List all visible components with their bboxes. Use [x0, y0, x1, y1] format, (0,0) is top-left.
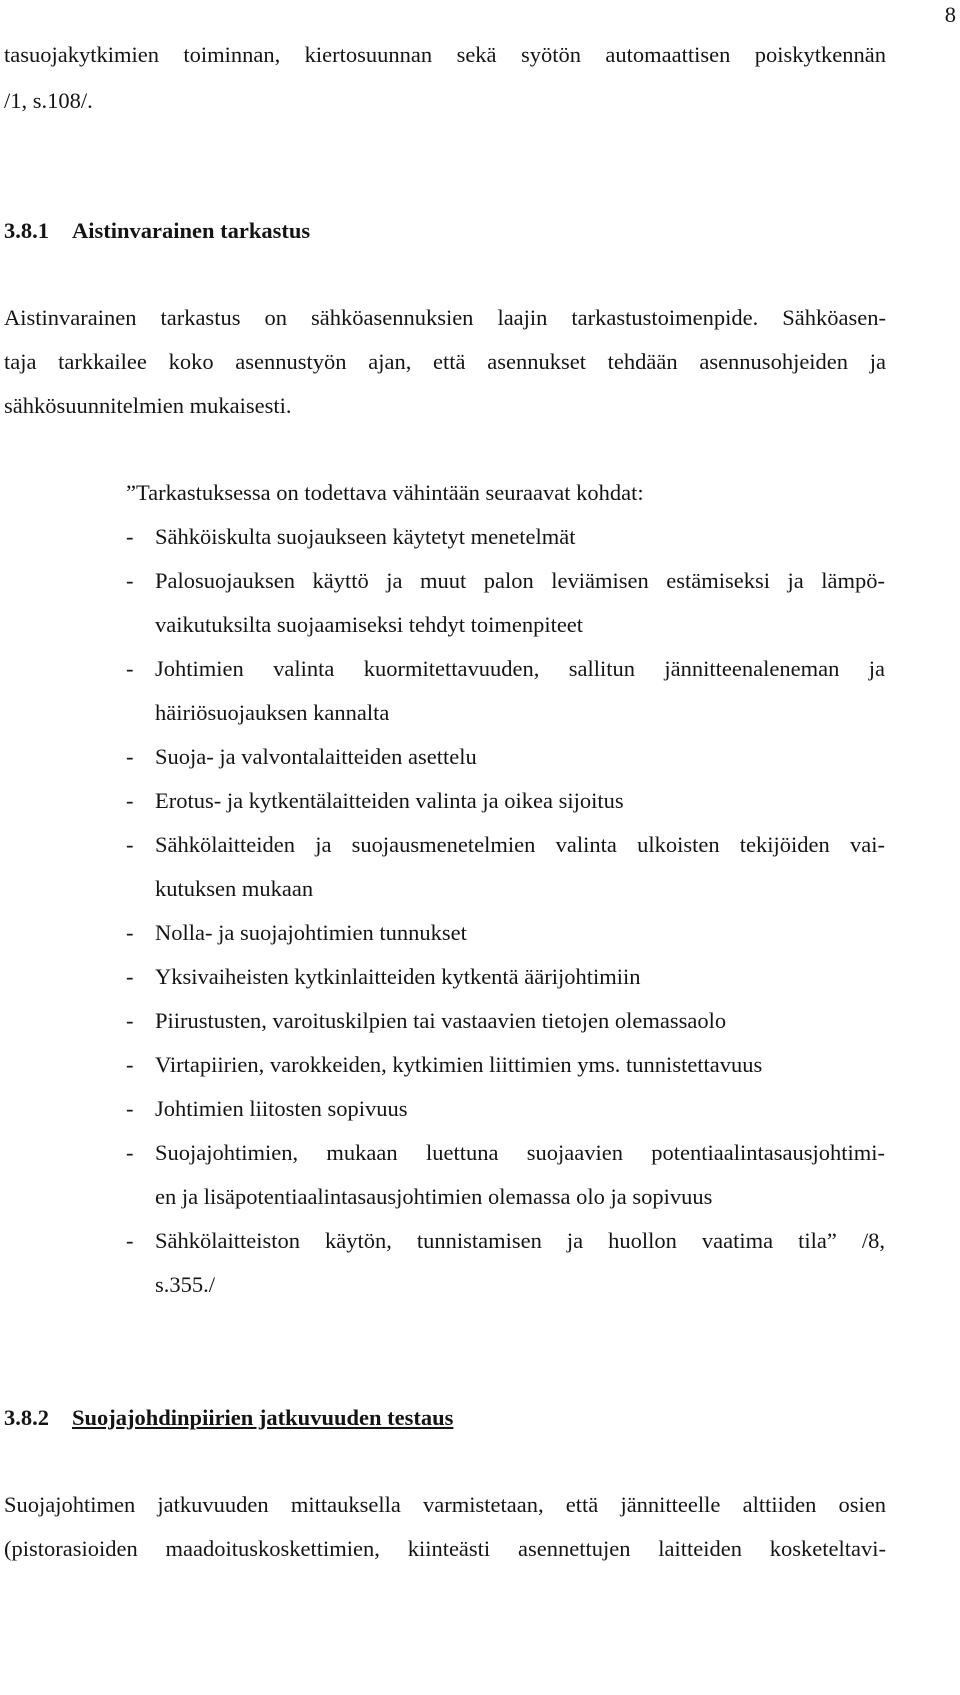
intro-line: /1, s.108/.: [4, 88, 93, 113]
list-bullet: -: [126, 1052, 134, 1077]
list-bullet: -: [126, 1008, 134, 1033]
list-bullet: -: [126, 656, 134, 681]
list-item: Suojajohtimien, mukaan luettuna suojaavien potentiaalintasausjohtimi-: [155, 1140, 885, 1165]
list-item: Piirustusten, varoituskilpien tai vastaavien tietojen olemassaolo: [155, 1008, 727, 1033]
list-bullet: -: [126, 920, 134, 945]
list-item: Nolla- ja suojajohtimien tunnukset: [155, 920, 467, 945]
list-bullet: -: [126, 744, 134, 769]
paragraph-line: sähkösuunnitelmien mukaisesti.: [4, 393, 292, 418]
list-item-continued: häiriösuojauksen kannalta: [155, 700, 390, 725]
paragraph-line: Aistinvarainen tarkastus on sähköasennuksien laajin tarkastustoimenpide. Sähköasen-: [4, 305, 886, 330]
list-item: Johtimien valinta kuormitettavuuden, sallitun jännitteenaleneman ja: [155, 656, 885, 681]
list-item: Suoja- ja valvontalaitteiden asettelu: [155, 744, 477, 769]
list-bullet: -: [126, 788, 134, 813]
list-item-continued: vaikutuksilta suojaamiseksi tehdyt toimenpiteet: [155, 612, 584, 637]
intro-line: tasuojakytkimien toiminnan, kiertosuunnan sekä syötön automaattisen poiskytkennän: [4, 42, 886, 67]
page-number: 8: [944, 2, 956, 27]
list-bullet: -: [126, 1140, 134, 1165]
list-item: Johtimien liitosten sopivuus: [155, 1096, 408, 1121]
section-title: Aistinvarainen tarkastus: [72, 218, 311, 243]
list-item: Yksivaiheisten kytkinlaitteiden kytkentä äärijohtimiin: [155, 964, 641, 989]
list-item: Sähköiskulta suojaukseen käytetyt menetelmät: [155, 524, 576, 549]
list-bullet: -: [126, 1228, 134, 1253]
section-number: 3.8.2: [4, 1405, 49, 1430]
paragraph-line: taja tarkkailee koko asennustyön ajan, että asennukset tehdään asennusohjeiden ja: [4, 349, 886, 374]
section-number: 3.8.1: [4, 218, 49, 243]
list-item-continued: kutuksen mukaan: [155, 876, 314, 901]
list-bullet: -: [126, 568, 134, 593]
list-item: Sähkölaitteiden ja suojausmenetelmien valinta ulkoisten tekijöiden vai-: [155, 832, 885, 857]
list-item-continued: s.355./: [155, 1272, 216, 1297]
list-bullet: -: [126, 832, 134, 857]
paragraph-line: Suojajohtimen jatkuvuuden mittauksella varmistetaan, että jännitteelle alttiiden osien: [4, 1492, 886, 1517]
list-item: Sähkölaitteiston käytön, tunnistamisen ja huollon vaatima tila” /8,: [155, 1228, 885, 1253]
list-bullet: -: [126, 1096, 134, 1121]
list-item: Virtapiirien, varokkeiden, kytkimien liittimien yms. tunnistettavuus: [155, 1052, 763, 1077]
paragraph-line: (pistorasioiden maadoituskoskettimien, kiinteästi asennettujen laitteiden kosketeltavi-: [4, 1536, 886, 1561]
list-item: Erotus- ja kytkentälaitteiden valinta ja oikea sijoitus: [155, 788, 624, 813]
section-title: Suojajohdinpiirien jatkuvuuden testaus: [72, 1405, 454, 1430]
list-bullet: -: [126, 524, 134, 549]
list-bullet: -: [126, 964, 134, 989]
list-item-continued: en ja lisäpotentiaalintasausjohtimien olemassa olo ja sopivuus: [155, 1184, 713, 1209]
list-item: Palosuojauksen käyttö ja muut palon leviämisen estämiseksi ja lämpö-: [155, 568, 885, 593]
quote-intro: ”Tarkastuksessa on todettava vähintään seuraavat kohdat:: [126, 480, 644, 505]
